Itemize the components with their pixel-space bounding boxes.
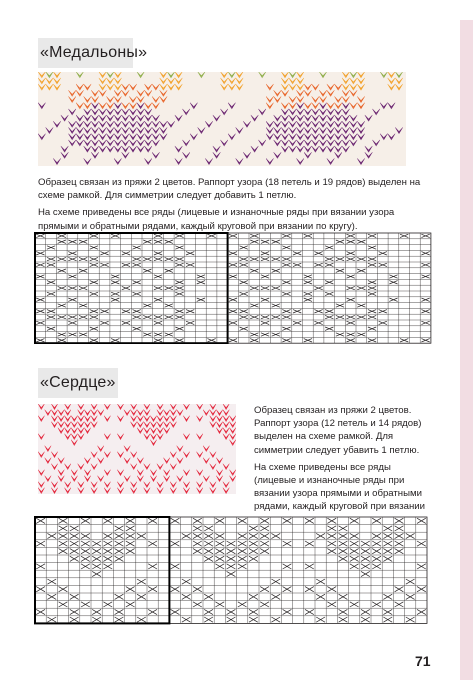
heart-paragraph-1: Образец связан из пряжи 2 цветов. Раппорт узора (12 петель и 14 рядов) выделен на схеме рамкой. Для симметрии следует убавить 1 петлю. <box>254 405 422 456</box>
heart-knit-swatch <box>38 404 236 494</box>
heart-paragraph-2: На схеме приведены все ряды (лицевые и изнаночные ряды при вязании узора прямыми и обратными рядами, каждый круговой при вязании <box>254 461 426 513</box>
page-edge-accent <box>460 20 473 680</box>
medallions-description <box>38 176 428 237</box>
heart-pattern-chart <box>34 516 434 626</box>
medallions-paragraph-1: Образец связан из пряжи 2 цветов. Раппорт узора (18 петель и 19 рядов) выделен на схеме рамкой. Для симметрии следует добавить 1 петлю. <box>38 177 421 202</box>
section-title-medallions: «Медальоны» <box>40 44 148 61</box>
medallions-paragraph-2: На схеме приведены все ряды (лицевые и изнаночные ряды при вязании узора прямыми и обратными рядами, каждый круговой при вязании по кругу). <box>38 207 395 232</box>
page-number: 71 <box>415 653 431 669</box>
section-title-heart: «Сердце» <box>40 374 116 391</box>
medallions-knit-swatch <box>38 72 406 166</box>
medallions-pattern-chart <box>34 232 434 344</box>
heart-description <box>254 404 430 531</box>
